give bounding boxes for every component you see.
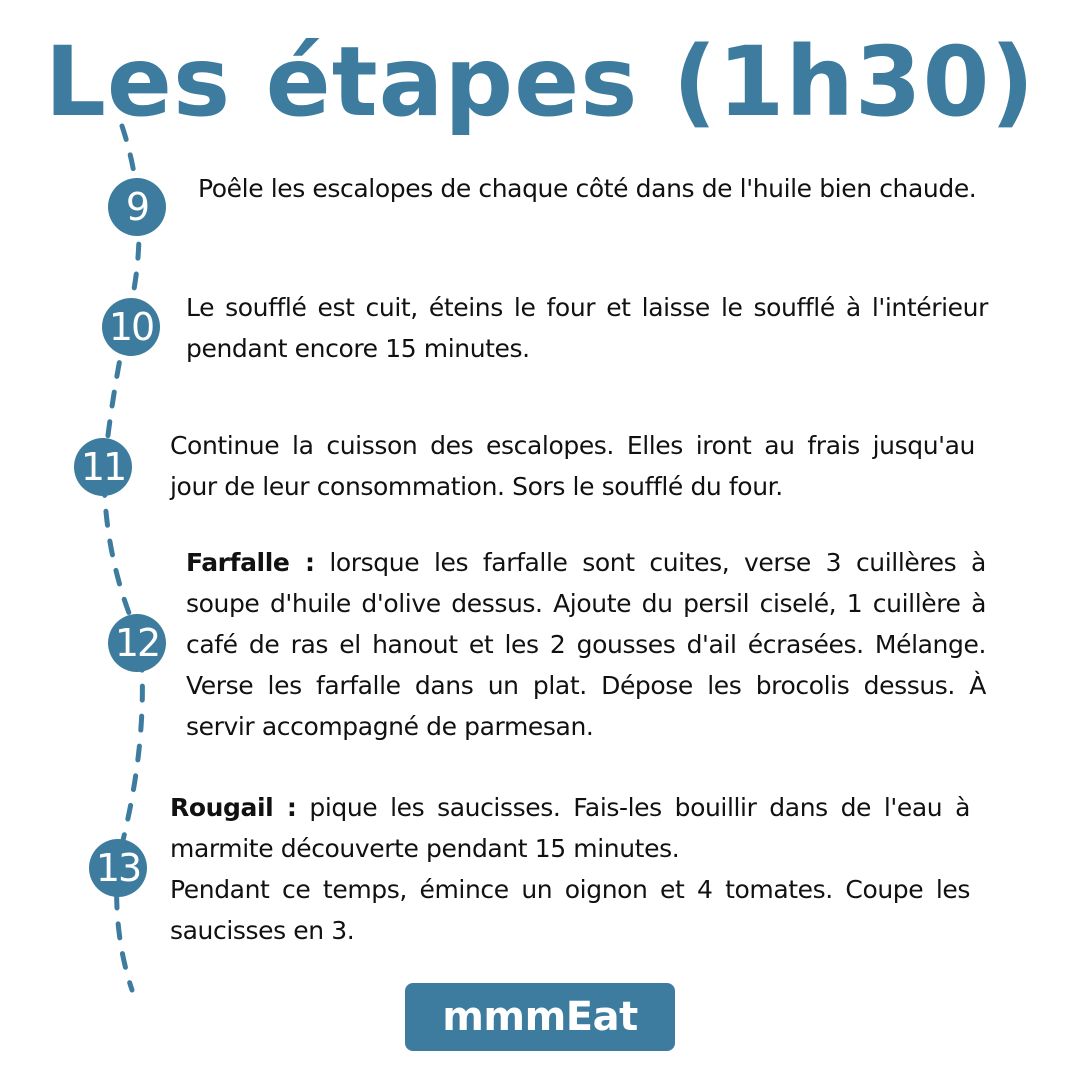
step-number-badge: 10 — [102, 298, 160, 356]
brand-logo: mmmEat — [405, 983, 675, 1051]
step-description: pique les saucisses. Fais-les bouillir dans de l'eau à marmite découverte pendant 15 minutes. — [170, 793, 970, 863]
step-number-badge: 11 — [74, 438, 132, 496]
step-text — [170, 787, 970, 951]
step-paragraph — [170, 787, 970, 869]
step-number-badge: 13 — [89, 839, 147, 897]
step-description: Poêle les escalopes de chaque côté dans de l'huile bien chaude. — [198, 174, 977, 203]
step-description: Continue la cuisson des escalopes. Elles iront au frais jusqu'au jour de leur consommation. Sors le soufflé du four. — [170, 431, 975, 501]
step-lead: Rougail : — [170, 793, 297, 822]
step-number-badge: 9 — [108, 178, 166, 236]
step-text — [186, 542, 986, 747]
page-title: Les étapes (1h30) — [44, 26, 1036, 138]
step-text — [198, 168, 998, 209]
step-paragraph: Pendant ce temps, émince un oignon et 4 tomates. Coupe les saucisses en 3. — [170, 875, 970, 945]
step-text — [186, 287, 988, 369]
step-description: lorsque les farfalle sont cuites, verse 3 cuillères à soupe d'huile d'olive dessus. Ajoute du persil ciselé, 1 cuillère à café de ras el hanout et les 2 gousses d'ail écrasées. Mélange. Verse les farfalle dans un plat. Dépose les brocolis dessus. À servir accompagné de parmesan. — [186, 548, 986, 741]
step-description: Le soufflé est cuit, éteins le four et laisse le soufflé à l'intérieur pendant encore 15 minutes. — [186, 293, 988, 363]
step-text — [170, 425, 975, 507]
step-number-badge: 12 — [108, 614, 166, 672]
step-lead: Farfalle : — [186, 548, 315, 577]
